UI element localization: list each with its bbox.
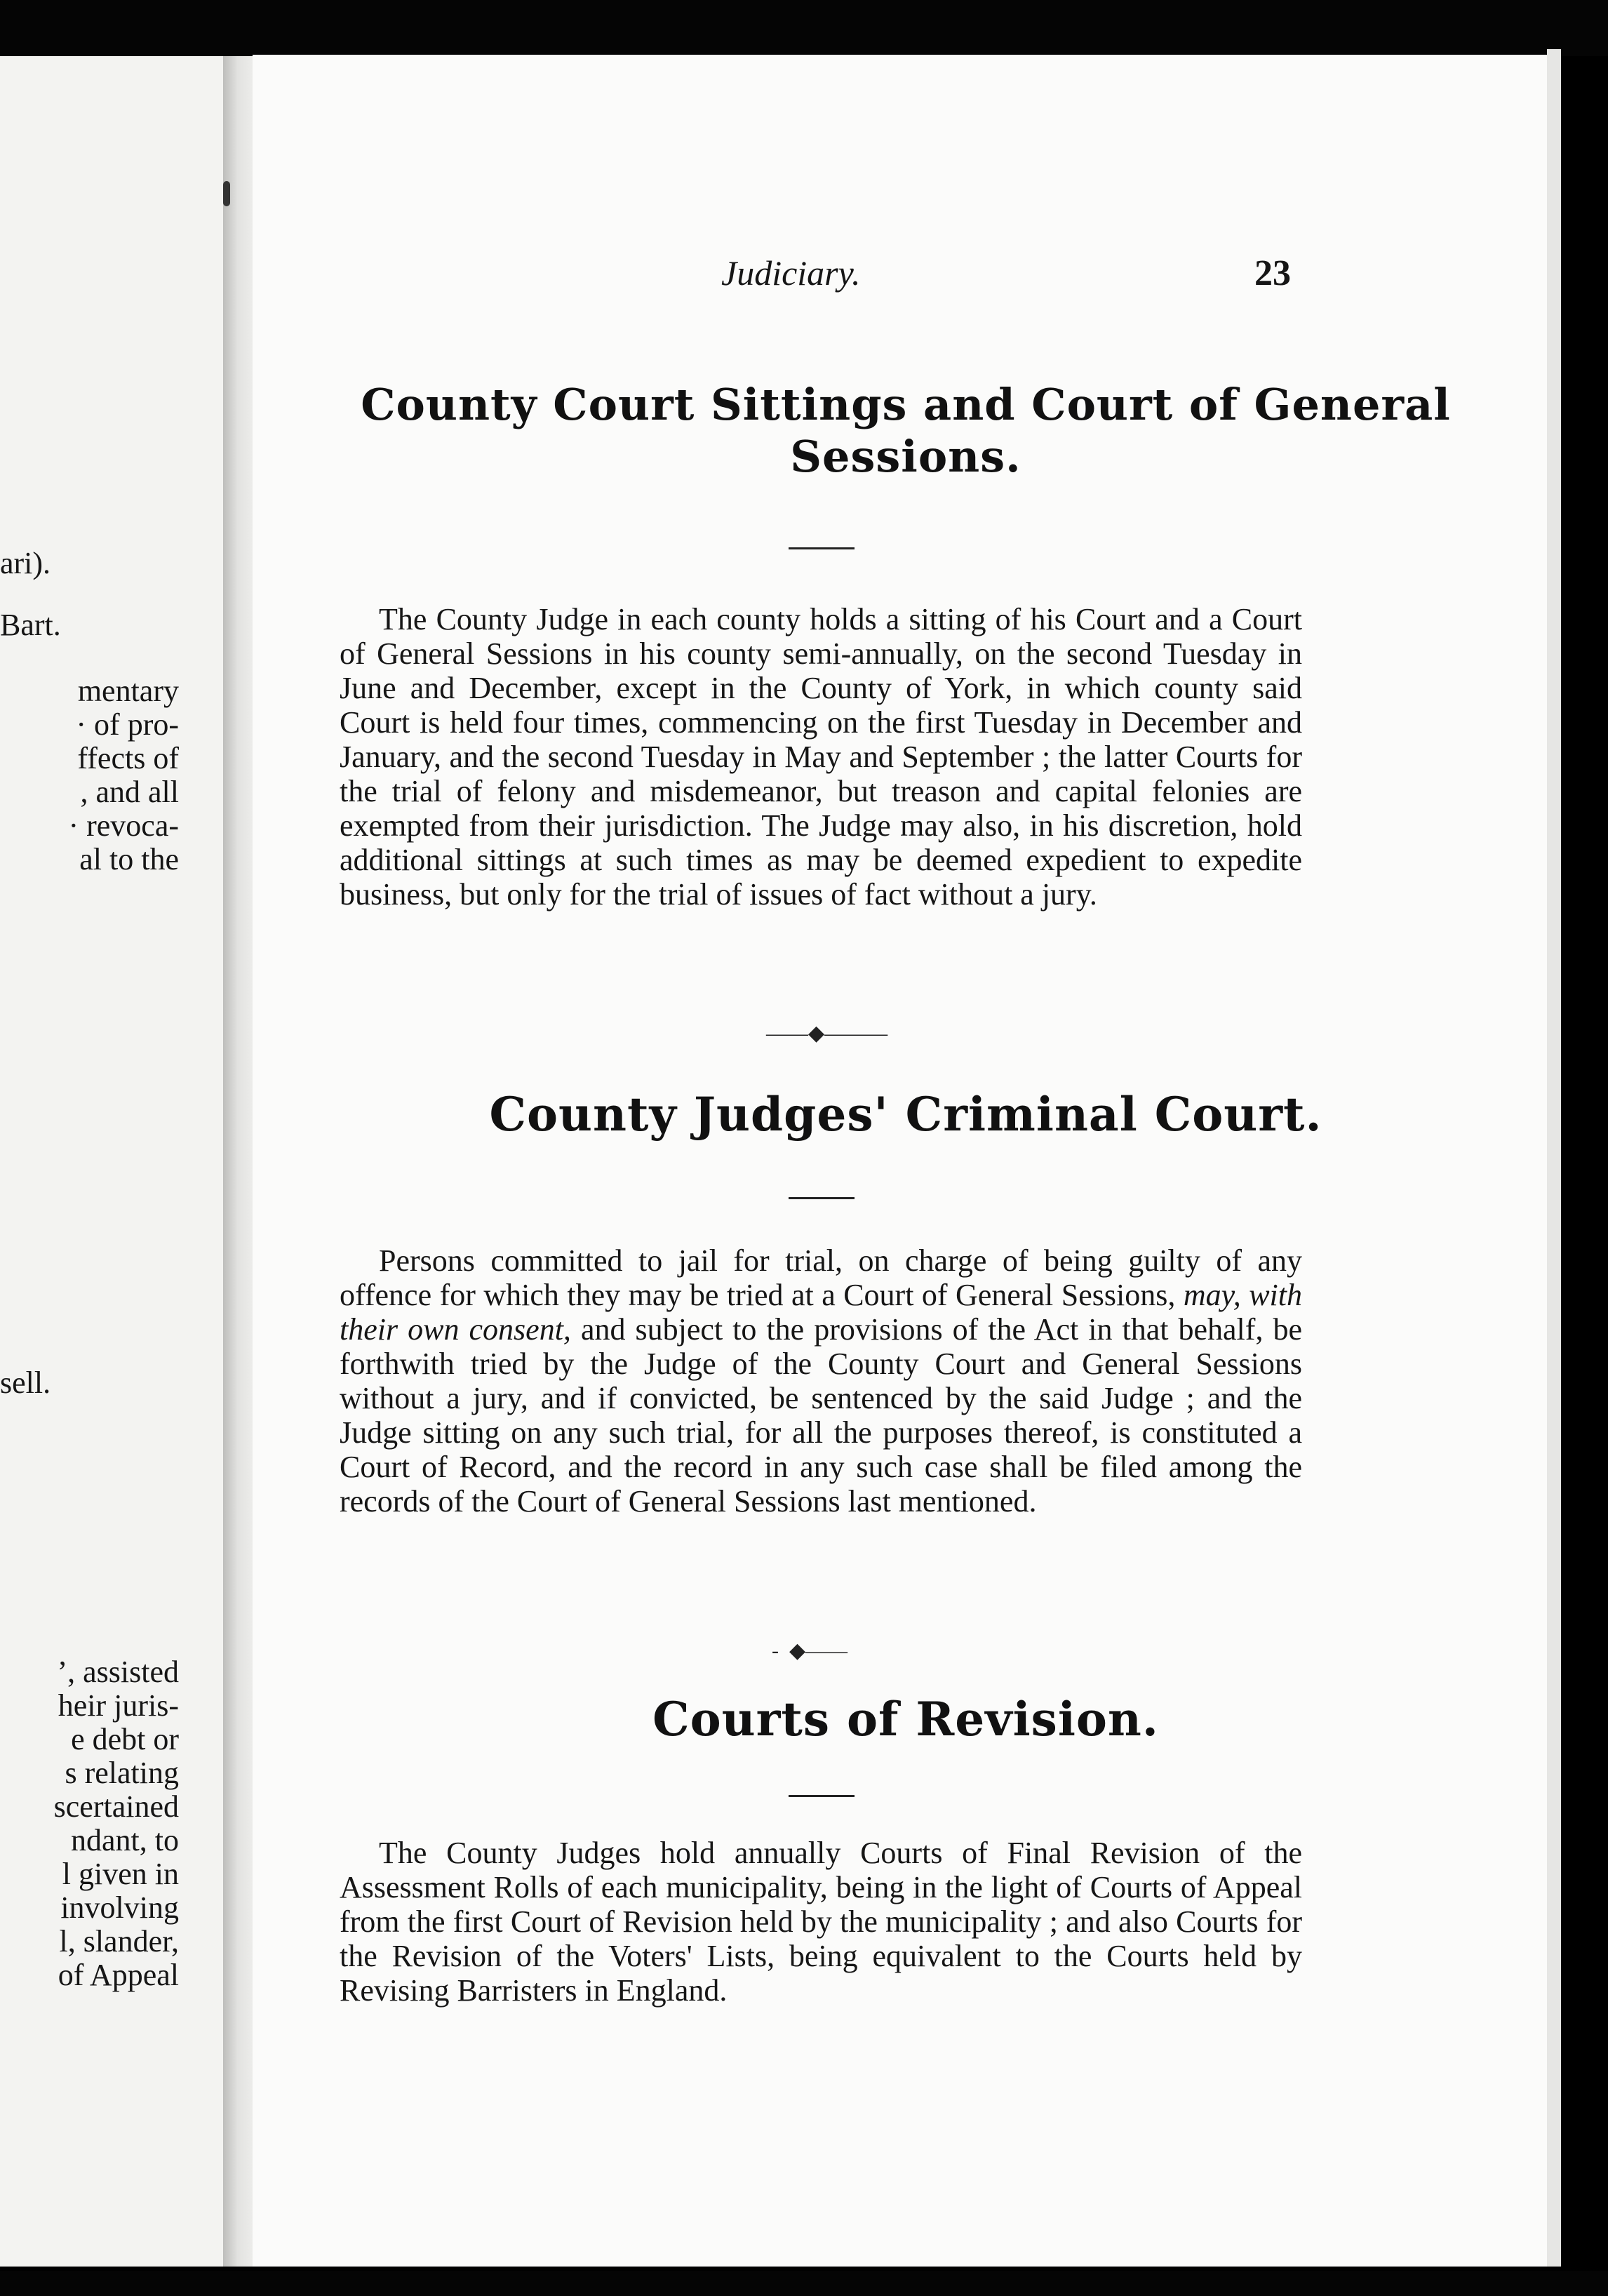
- section-rule: [789, 547, 855, 549]
- para-italic-text: may, with their own consent,: [340, 1278, 1302, 1347]
- left-fragment: l given in: [62, 1857, 179, 1891]
- paragraph-sittings: The County Judge in each county holds a sitting of his Court and a Court of General Sessions in his county semi-annually, on the second Tuesday in June and December, except in the County of York, in which county said Court is held four times, commencing on the first Tuesday in December and January, and the second Tuesday in May and September ; the latter Courts for the trial of felony and misdemeanor, but treason and capital felonies are exempted from their jurisdiction. The Judge may also, in his discretion, hold additional sittings at such times as may be deemed expedient to expedite business, but only for the trial of issues of fact without a jury.: [340, 602, 1302, 912]
- left-fragment: ffects of: [77, 741, 179, 775]
- scan-bottom-border: [0, 2271, 1608, 2296]
- para-text: and subject to the provisions of the Act in that behalf, be forthwith tried by the Judge of the County Court and General Sessions without a jury, and if convicted, be sentenced by the said Judge ; and the Judge sitting on any such trial, for all the purposes thereof, is constituted a Court of Record, and the record in any such case shall be filed among the records of the Court of General Sessions last mentioned.: [340, 1312, 1303, 1519]
- left-fragment: involving: [60, 1890, 179, 1925]
- left-fragment: · revoca-: [68, 808, 179, 843]
- heading-line: County Court Sittings and Court of General: [361, 379, 1451, 430]
- ink-mark: [223, 181, 230, 206]
- page-number: 23: [1254, 253, 1291, 293]
- left-facing-page: [0, 56, 232, 2267]
- left-fragment: , and all: [80, 775, 179, 809]
- section-heading-sittings: [253, 379, 1559, 483]
- para-text: Persons committed to jail for trial, on charge of being guilty of any offence for which they may be tried at a Court of General Sessions,: [340, 1243, 1302, 1312]
- section-rule: [789, 1197, 855, 1199]
- left-fragment: sell.: [0, 1366, 51, 1400]
- paragraph-revision: The County Judges hold annually Courts of Final Revision of the Assessment Rolls of each municipality, being in the light of Courts of Appeal from the first Court of Revision held by the municipality ; and also Courts for the Revision of the Voters' Lists, being equivalent to the Courts held by Revising Barristers in England.: [340, 1836, 1302, 2008]
- left-fragment: mentary: [77, 674, 179, 708]
- heading-line: Sessions.: [790, 431, 1021, 482]
- left-fragment: l, slander,: [59, 1924, 179, 1958]
- running-head: Judiciary.: [721, 253, 861, 293]
- left-fragment: s relating: [65, 1756, 179, 1790]
- paragraph-criminal-court: [340, 1243, 1302, 1519]
- left-fragment: scertained: [53, 1789, 179, 1824]
- left-fragment: e debt or: [71, 1722, 179, 1756]
- left-fragment: ari‍).: [0, 546, 51, 580]
- left-fragment: Bart.: [0, 608, 61, 642]
- left-fragment: heir juris-: [58, 1688, 179, 1723]
- left-fragment: ’, assisted: [57, 1655, 179, 1689]
- left-fragment: al to the: [79, 842, 179, 876]
- section-ornament: - ◆——: [772, 1639, 848, 1662]
- scan-top-border: [0, 0, 1608, 56]
- left-fragment: ndant, to: [71, 1823, 179, 1857]
- section-heading-revision: Courts of Revision.: [652, 1692, 1159, 1747]
- left-fragment: of Appeal: [58, 1958, 179, 1992]
- section-rule: [789, 1795, 855, 1797]
- page-header: [253, 253, 1559, 302]
- left-fragment: · of pro-: [76, 707, 179, 742]
- section-ornament: ——◆———: [766, 1022, 888, 1045]
- section-heading-criminal-court: County Judges' Criminal Court.: [489, 1087, 1322, 1142]
